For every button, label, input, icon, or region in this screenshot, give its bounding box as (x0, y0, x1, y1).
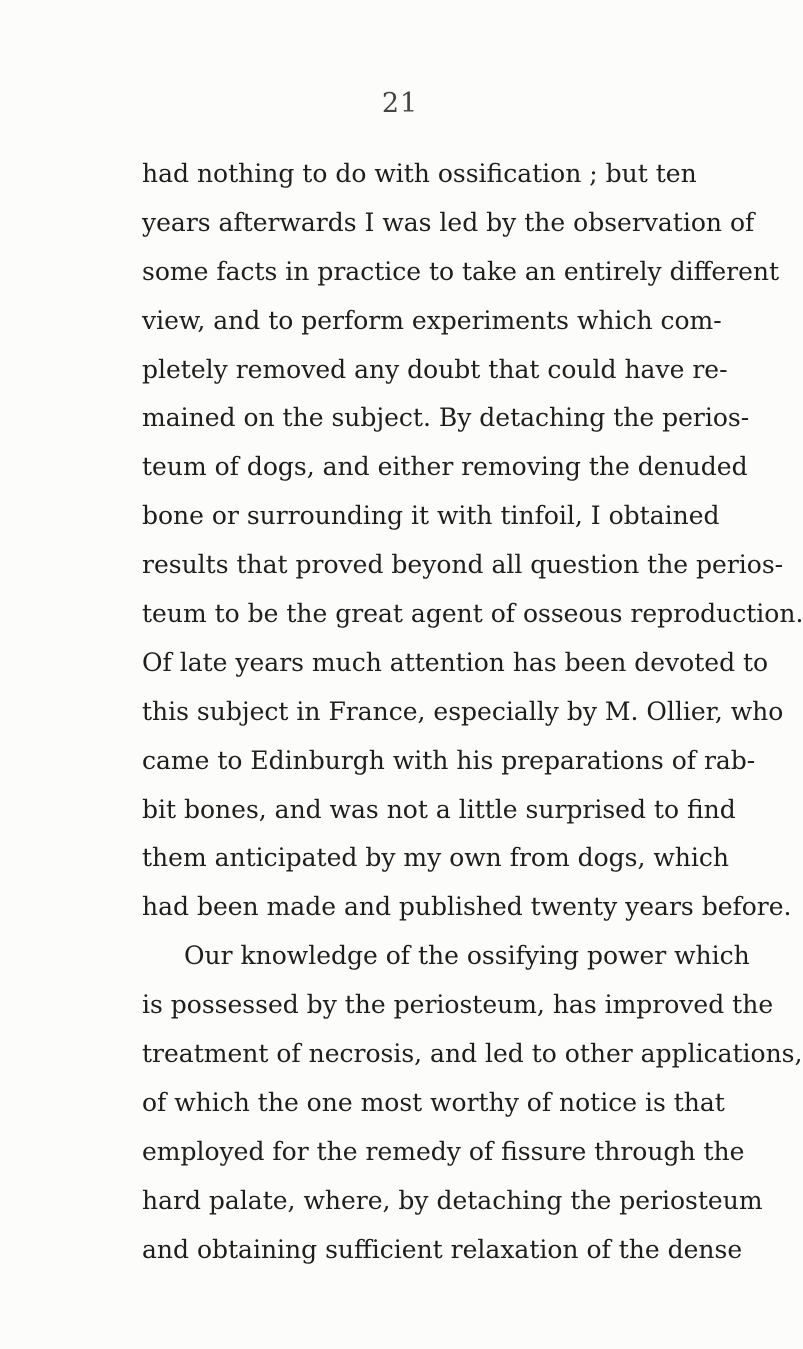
text-line: pletely removed any doubt that could have re- (142, 354, 728, 384)
page-number: 21 (381, 88, 419, 119)
text-line: employed for the remedy of fissure through the (142, 1136, 745, 1166)
text-line: had been made and published twenty years before. (142, 892, 792, 922)
text-line: some facts in practice to take an entirely different (142, 256, 780, 286)
text-line: results that proved beyond all question the perios- (142, 550, 784, 580)
text-line: this subject in France, especially by M. Ollier, who (142, 696, 784, 726)
text-line: Of late years much attention has been devoted to (142, 647, 769, 677)
text-line: is possessed by the periosteum, has improved the (142, 990, 774, 1020)
text-line: hard palate, where, by detaching the periosteum (142, 1185, 763, 1215)
text-line: treatment of necrosis, and led to other applications, (142, 1039, 803, 1069)
text-line: bit bones, and was not a little surprised to find (142, 794, 736, 824)
text-line: them anticipated by my own from dogs, which (142, 843, 729, 873)
text-line: had nothing to do with ossification ; but ten (142, 159, 697, 188)
text-line: years afterwards I was led by the observation of (142, 207, 755, 237)
paragraph-start-line: Our knowledge of the ossifying power which (184, 941, 750, 971)
text-line: and obtaining sufficient relaxation of the dense (142, 1234, 743, 1264)
text-line: of which the one most worthy of notice is that (142, 1087, 725, 1117)
text-line: teum of dogs, and either removing the denuded (142, 452, 748, 482)
body-text (142, 150, 803, 1274)
text-line: bone or surrounding it with tinfoil, I obtained (142, 501, 720, 531)
text-line: view, and to perform experiments which com- (142, 305, 722, 335)
text-line: mained on the subject. By detaching the perios- (142, 403, 750, 433)
text-line: teum to be the great agent of osseous reproduction. (142, 599, 803, 629)
text-line: came to Edinburgh with his preparations of rab- (142, 745, 756, 775)
